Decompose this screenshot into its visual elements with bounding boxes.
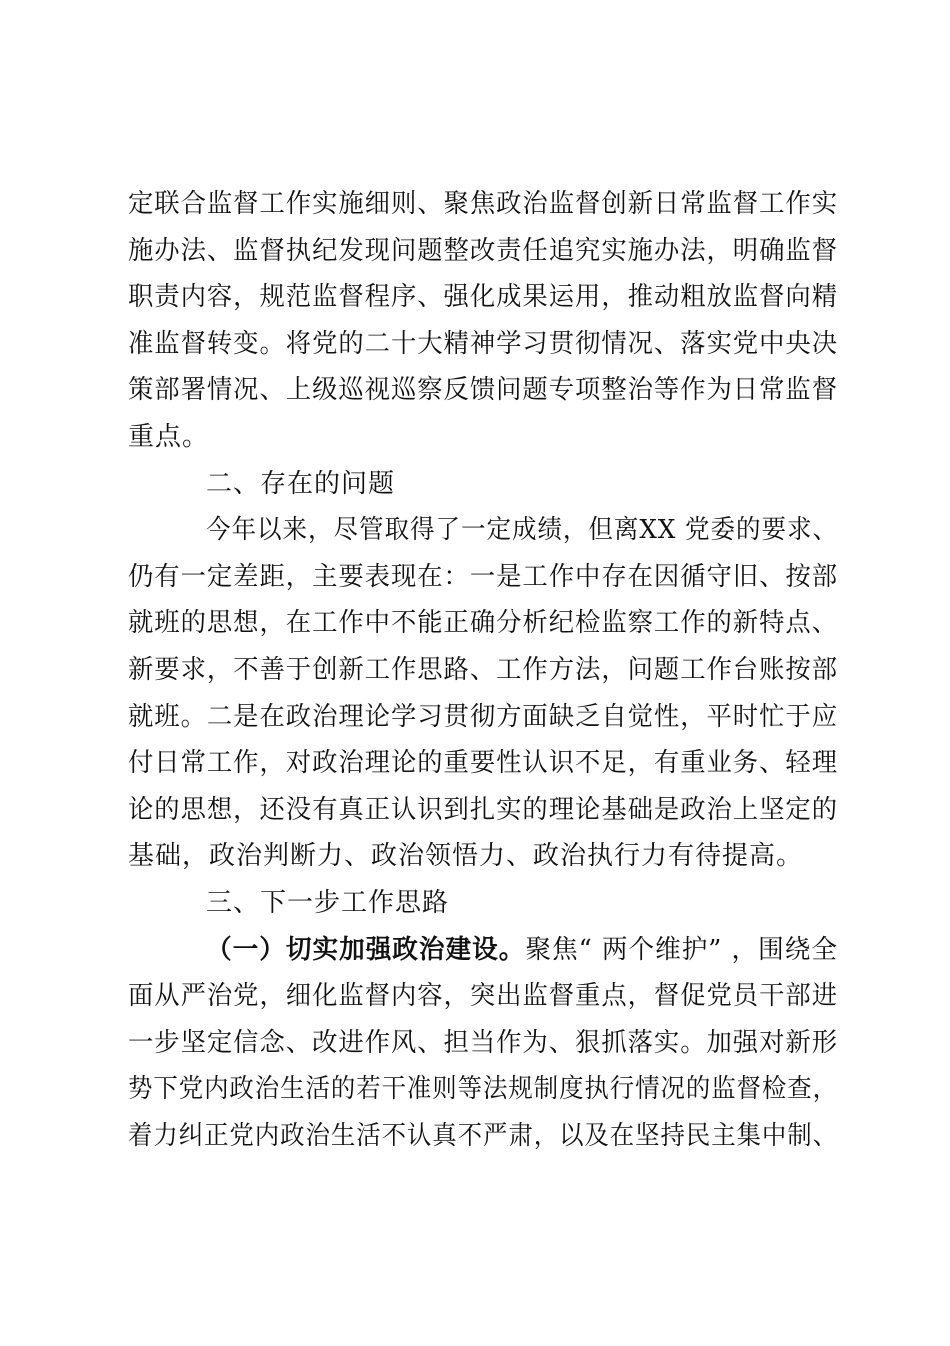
paragraph-2-line-8: 基础，政治判断力、政治领悟力、政治执行力有待提高。 [128, 841, 804, 872]
subsection-1-line-3: 一步坚定信念、改进作风、担当作为、狠抓落实。加强对新形 [128, 1027, 838, 1058]
paragraph-2-line-6: 付日常工作，对政治理论的重要性认识不足，有重业务、轻理 [128, 748, 838, 779]
subsection-1-line-2: 面从严治党，细化监督内容，突出监督重点，督促党员干部进 [128, 981, 838, 1012]
subsection-1-first-line-text: 聚焦“ 两个维护” ，围绕全 [525, 934, 838, 965]
paragraph-2-line-2: 仍有一定差距，主要表现在：一是工作中存在因循守旧、按部 [128, 561, 838, 592]
paragraph-1-line-5: 策部署情况、上级巡视巡察反馈问题专项整治等作为日常监督 [128, 375, 838, 406]
section-2-heading: 二、存在的问题 [206, 468, 396, 499]
paragraph-1-line-6: 重点。 [128, 421, 210, 452]
paragraph-1-line-4: 准监督转变。将党的二十大精神学习贯彻情况、落实党中央决 [128, 328, 838, 359]
document-body [128, 181, 838, 1159]
paragraph-1-line-3: 职责内容，规范监督程序、强化成果运用，推动粗放监督向精 [128, 282, 838, 313]
subsection-1-line-5: 着力纠正党内政治生活不认真不严肃，以及在坚持民主集中制、 [128, 1120, 838, 1151]
subsection-1-first-line [128, 927, 838, 974]
paragraph-2-line-1: 今年以来，尽管取得了一定成绩，但离XX 党委的要求、 [206, 515, 838, 546]
paragraph-2-line-7: 论的思想，还没有真正认识到扎实的理论基础是政治上坚定的 [128, 794, 838, 825]
subsection-1-heading: （一）切实加强政治建设。 [206, 934, 526, 965]
paragraph-1-line-2: 施办法、监督执纪发现问题整改责任追究实施办法，明确监督 [128, 235, 838, 266]
section-3-heading: 三、下一步工作思路 [206, 887, 450, 918]
paragraph-2-line-5: 就班。二是在政治理论学习贯彻方面缺乏自觉性，平时忙于应 [128, 701, 838, 732]
paragraph-1-line-1: 定联合监督工作实施细则、聚焦政治监督创新日常监督工作实 [128, 189, 838, 219]
paragraph-2-line-3: 就班的思想，在工作中不能正确分析纪检监察工作的新特点、 [128, 608, 838, 639]
subsection-1-line-4: 势下党内政治生活的若干准则等法规制度执行情况的监督检查， [128, 1074, 838, 1105]
paragraph-2-line-4: 新要求，不善于创新工作思路、工作方法，问题工作台账按部 [128, 654, 838, 685]
